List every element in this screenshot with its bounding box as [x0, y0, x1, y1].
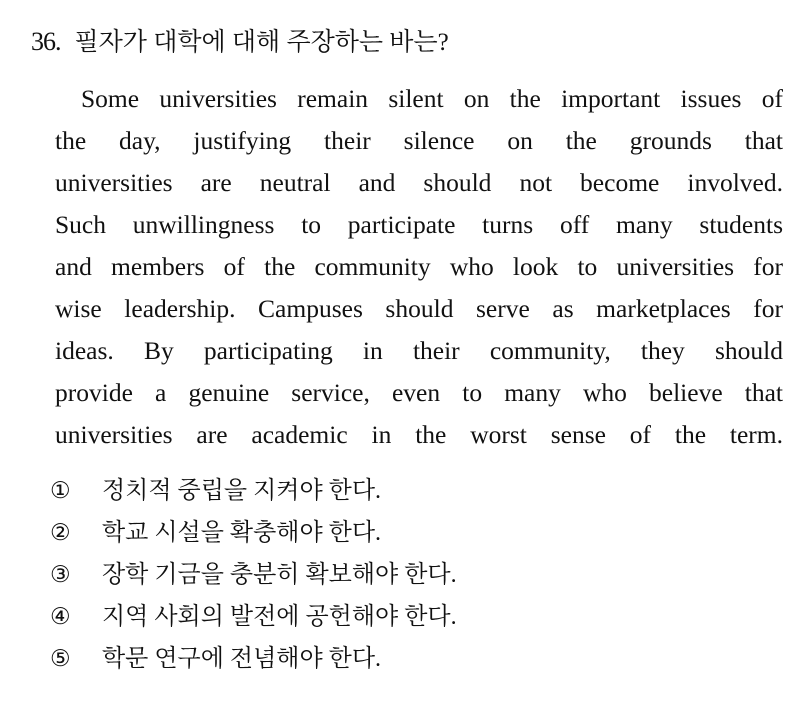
question-prompt: 필자가 대학에 대해 주장하는 바는? — [74, 29, 449, 56]
passage-line: wise leadership. Campuses should serve as marketplaces for — [55, 294, 783, 323]
question-number: 36. — [31, 27, 61, 56]
answer-option-5[interactable] — [50, 638, 650, 680]
option-text: 지역 사회의 발전에 공헌해야 한다. — [102, 604, 457, 630]
answer-option-1[interactable] — [50, 470, 650, 512]
passage-line: universities are neutral and should not become involved. — [55, 168, 783, 197]
option-marker: ② — [50, 520, 71, 545]
option-marker: ① — [50, 478, 71, 503]
answer-option-3[interactable] — [50, 554, 650, 596]
passage-line: Such unwillingness to participate turns off many students — [55, 210, 783, 239]
option-text: 장학 기금을 충분히 확보해야 한다. — [102, 562, 457, 588]
answer-option-4[interactable] — [50, 596, 650, 638]
answer-option-2[interactable] — [50, 512, 650, 554]
passage-line: provide a genuine service, even to many who believe that — [55, 378, 783, 407]
passage-line: Some universities remain silent on the important issues of — [81, 84, 783, 113]
passage-line: ideas. By participating in their community, they should — [55, 336, 783, 365]
passage-line: the day, justifying their silence on the grounds that — [55, 126, 783, 155]
question-header — [31, 22, 791, 63]
answer-options — [50, 470, 650, 680]
passage-line: universities are academic in the worst sense of the term. — [55, 420, 783, 449]
option-marker: ④ — [50, 604, 71, 629]
option-text: 학교 시설을 확충해야 한다. — [102, 520, 382, 546]
option-text: 학문 연구에 전념해야 한다. — [102, 646, 382, 672]
reading-passage — [55, 78, 783, 456]
option-marker: ⑤ — [50, 646, 71, 671]
passage-line: and members of the community who look to universities for — [55, 252, 783, 281]
option-marker: ③ — [50, 562, 71, 587]
option-text: 정치적 중립을 지켜야 한다. — [102, 478, 382, 504]
